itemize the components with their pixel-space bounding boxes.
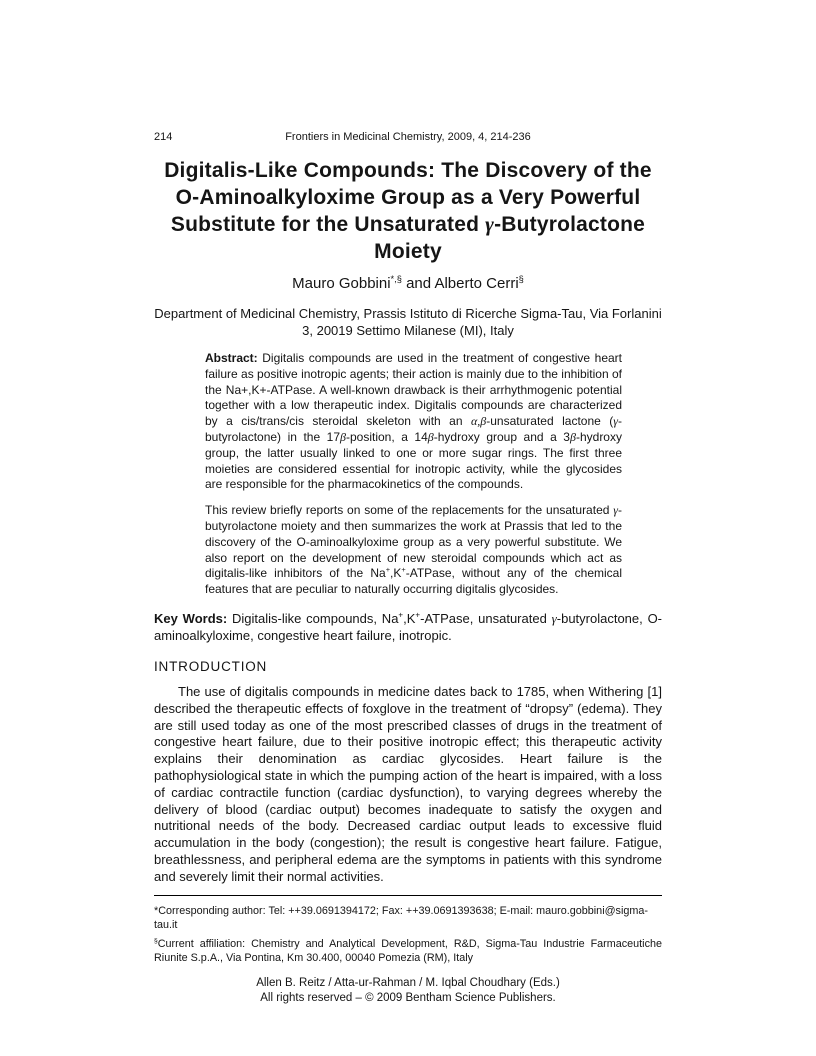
page-footer	[154, 976, 662, 1006]
article-title-line: Substitute for the Unsaturated γ-Butyrolactone	[170, 212, 646, 236]
article-title-line: O-Aminoalkyloxime Group as a Very Powerful	[175, 186, 641, 209]
page-number: 214	[154, 131, 173, 143]
abstract-paragraph-2: This review briefly reports on some of the replacements for the unsaturated γ-butyrolactone moiety and then summarizes the work at Prassis that led to the discovery of the O-aminoalkyloxime group as a very powerful substitute. We also report on the development of new steroidal compounds which act as digitalis-like inhibitors of the Na+,K+-ATPase, without any of the chemical features that are peculiar to naturally occurring digitalis glycosides.	[205, 503, 623, 597]
affiliation-line: 3, 20019 Settimo Milanese (MI), Italy	[302, 323, 514, 338]
affiliation-line: Department of Medicinal Chemistry, Prassis Istituto di Ricerche Sigma-Tau, Via Forlanini	[154, 306, 662, 321]
footer-editors-line: Allen B. Reitz / Atta-ur-Rahman / M. Iqbal Choudhary (Eds.)	[256, 976, 560, 989]
footnote-corresponding-author: *Corresponding author: Tel: ++39.0691394172; Fax: ++39.0691393638; E-mail: mauro.gobbini@sigma-tau.it	[154, 904, 648, 931]
journal-reference: Frontiers in Medicinal Chemistry, 2009, 4, 214-236	[285, 131, 531, 143]
footnote-separator-rule	[154, 895, 662, 896]
abstract-paragraph-1: Abstract: Digitalis compounds are used in the treatment of congestive heart failure as positive inotropic agents; their action is mainly due to the inhibition of the Na+,K+-ATPase. A well-known drawback is their arrhythmogenic potential together with a low therapeutic index. Digitalis compounds are characterized by a cis/trans/cis steroidal skeleton with an α,β-unsaturated lactone (γ-butyrolactone) in the 17β-position, a 14β-hydroxy group and a 3β-hydroxy group, the latter usually linked to one or more sugar rings. The first three moieties are considered essential for inotropic activity, while the glycosides are responsible for the pharmacokinetics of the compounds.	[205, 351, 622, 492]
introduction-paragraph: The use of digitalis compounds in medicine dates back to 1785, when Withering [1] described the therapeutic effects of foxglove in the treatment of “dropsy” (edema). They are still used today as one of the most prescribed classes of drugs in the treatment of congestive heart failure, due to their positive inotropic effect; this therapeutic activity explains their denomination as cardiac glycosides. Heart failure is the pathophysiological state in which the pumping action of the heart is impaired, with a loss of cardiac contractile function (cardiac dysfunction), to varying degrees whereby the delivery of blood (cardiac output) becomes inadequate to satisfy the oxygen and nutritional needs of the body. Decreased cardiac output leads to excessive fluid accumulation in the body (congestion); the result is congestive heart failure. Fatigue, breathlessness, and peripheral edema are the symptoms in patients with this syndrome and severely limit their normal activities.	[154, 683, 662, 884]
affiliation	[154, 305, 662, 339]
keywords-line: Key Words: Digitalis-like compounds, Na+,K+-ATPase, unsaturated γ-butyrolactone, O-aminoalkyloxime, congestive heart failure, inotropic.	[154, 610, 663, 644]
footnote-current-affiliation: §Current affiliation: Chemistry and Analytical Development, R&D, Sigma-Tau Industrie Farmaceutiche Riunite S.p.A., Via Pontina, Km 30.400, 00040 Pomezia (RM), Italy	[154, 936, 662, 964]
article-title-line: Digitalis-Like Compounds: The Discovery of the	[164, 159, 652, 182]
introduction-heading: INTRODUCTION	[154, 658, 268, 674]
running-header	[154, 130, 662, 144]
page-content	[154, 130, 662, 1006]
article-title-line: Moiety	[374, 240, 442, 263]
footer-copyright-line: All rights reserved – © 2009 Bentham Science Publishers.	[260, 991, 556, 1004]
abstract-block	[205, 351, 622, 598]
article-title	[154, 157, 662, 265]
authors-line: Mauro Gobbini*,§ and Alberto Cerri§	[292, 274, 524, 292]
